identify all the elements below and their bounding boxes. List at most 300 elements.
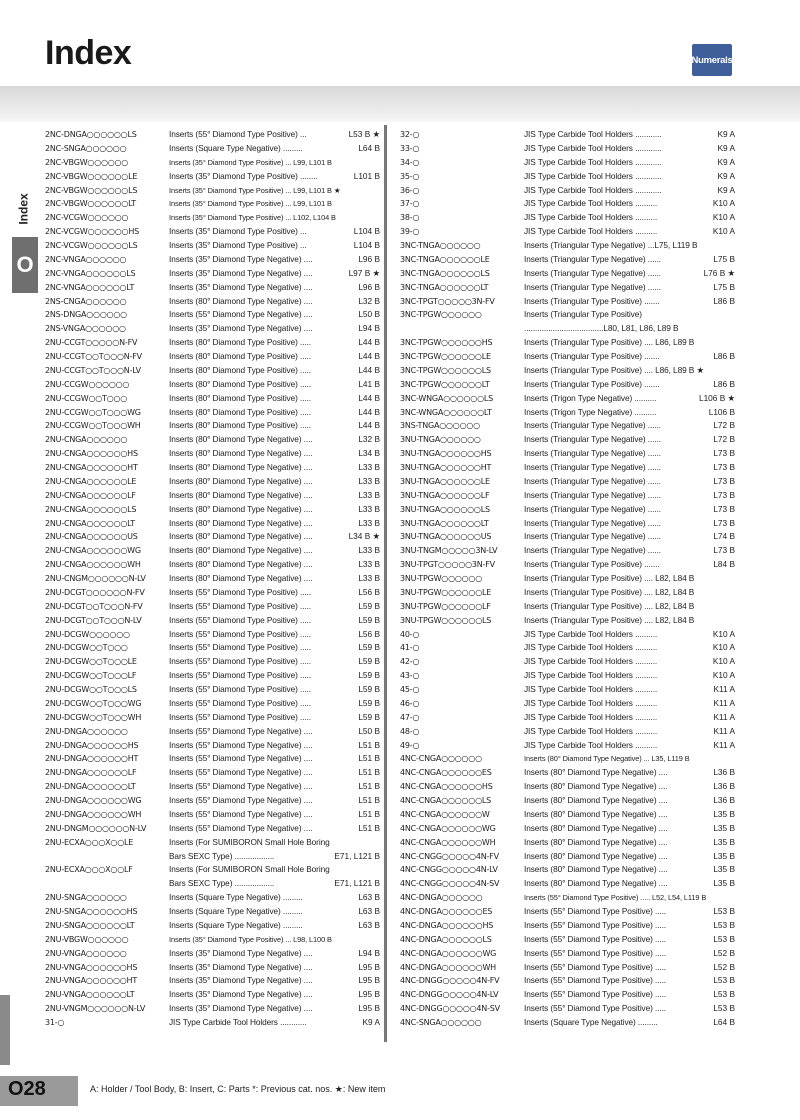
part-description: Inserts (80° Diamond Type Negative) .... <box>524 822 668 833</box>
part-description: Inserts (55° Diamond Type Positive) ..... <box>169 642 312 653</box>
index-row[interactable] <box>45 655 380 669</box>
index-row[interactable] <box>45 295 380 309</box>
index-row[interactable] <box>400 489 735 503</box>
part-code: 4NC-DNGA○○○○○○HS <box>400 920 494 930</box>
index-row[interactable] <box>400 822 735 836</box>
part-code: 2NC-VNGA○○○○○○LS <box>45 268 136 278</box>
page-reference: L86 B <box>713 351 735 361</box>
part-code: 4NC-DNGA○○○○○○ <box>400 893 483 903</box>
header-band <box>0 86 800 122</box>
page-reference: K9 A <box>717 129 735 139</box>
page-reference: L34 B ★ <box>348 531 380 542</box>
part-code: 2NU-DCGW○○T○○○ <box>45 643 128 653</box>
page-reference: L64 B <box>358 142 380 153</box>
index-row[interactable] <box>45 891 380 905</box>
part-description: Inserts (Triangular Type Negative) ...... <box>524 420 662 431</box>
index-row[interactable] <box>45 947 380 961</box>
index-row[interactable] <box>45 850 380 864</box>
page-reference: L35 B <box>713 878 735 889</box>
index-row[interactable] <box>400 988 735 1002</box>
part-description: Inserts (35° Diamond Type Positive) ... <box>169 240 307 250</box>
page-reference: L59 B <box>358 656 380 667</box>
page-reference: L72 B <box>713 434 735 445</box>
part-description: Inserts (Triangular Type Positive) .... L82, L84 B <box>524 586 695 597</box>
part-description: Inserts (80° Diamond Type Negative) .... <box>169 489 313 500</box>
part-code: 34-○ <box>400 157 420 167</box>
index-row[interactable] <box>45 447 380 461</box>
index-row[interactable] <box>400 336 735 350</box>
index-row[interactable] <box>45 392 380 406</box>
index-row[interactable] <box>45 364 380 378</box>
part-description: JIS Type Carbide Tool Holders ............ <box>169 1017 307 1027</box>
part-code: 2NU-CNGA○○○○○○WH <box>45 560 141 570</box>
part-description: Inserts (80° Diamond Type Positive) ..... <box>169 378 312 389</box>
part-code: 2NU-DCGW○○T○○○WG <box>45 698 142 708</box>
part-description: JIS Type Carbide Tool Holders .......... <box>524 670 658 681</box>
part-description: Inserts (80° Diamond Type Negative) .... <box>169 475 313 486</box>
page-reference: K10 A <box>712 642 735 653</box>
part-description: Inserts (80° Diamond Type Negative) .... <box>524 864 668 875</box>
index-row[interactable] <box>400 808 735 822</box>
index-row[interactable] <box>400 850 735 864</box>
page-reference: L36 B <box>713 795 735 805</box>
page-reference: L44 B <box>358 420 380 431</box>
part-code: 3NC-TPGW○○○○○○HS <box>400 338 493 348</box>
page-reference: L51 B <box>358 767 380 778</box>
part-code: 35-○ <box>400 171 420 181</box>
index-row[interactable] <box>400 530 735 544</box>
index-row[interactable] <box>400 961 735 975</box>
part-description: Inserts (80° Diamond Type Negative) .... <box>169 531 313 542</box>
index-row[interactable] <box>400 1016 735 1030</box>
index-row[interactable] <box>400 641 735 655</box>
index-row[interactable] <box>45 974 380 988</box>
part-description: Inserts (Triangular Type Positive) .... L82, L84 B <box>524 614 695 625</box>
part-code: 2NU-VNGM○○○○○○N-LV <box>45 1004 146 1014</box>
part-code: 4NC-DNGA○○○○○○WG <box>400 948 497 958</box>
page-reference: K10 A <box>712 226 735 237</box>
index-row[interactable] <box>45 697 380 711</box>
index-row[interactable] <box>45 184 380 198</box>
page-reference: L59 B <box>358 697 380 708</box>
index-row[interactable] <box>45 794 380 808</box>
part-description: Inserts (35° Diamond Type Negative) .... <box>169 253 313 264</box>
part-description: Inserts (55° Diamond Type Positive) ..... <box>524 906 667 916</box>
index-row[interactable] <box>45 503 380 517</box>
part-description: Inserts (35° Diamond Type Negative) .... <box>169 267 313 278</box>
part-code: 2NU-DNGA○○○○○○WG <box>45 796 142 805</box>
index-row[interactable] <box>45 933 380 947</box>
page-reference: L94 B <box>358 323 380 334</box>
part-code: 2NU-CNGA○○○○○○WG <box>45 546 141 556</box>
page-reference: L35 B <box>713 808 735 819</box>
part-description: Inserts (80° Diamond Type Negative) .... <box>524 795 668 805</box>
index-row[interactable] <box>45 725 380 739</box>
index-row[interactable] <box>400 295 735 309</box>
part-description: Inserts (80° Diamond Type Negative) .... <box>524 850 668 861</box>
part-description: JIS Type Carbide Tool Holders ............ <box>524 184 662 195</box>
index-row[interactable] <box>400 655 735 669</box>
index-row[interactable] <box>400 919 735 933</box>
page-reference: K11 A <box>713 739 735 750</box>
section-letter-tab[interactable]: O <box>12 237 38 293</box>
part-code: 4NC-CNGA○○○○○○LS <box>400 796 492 805</box>
index-row[interactable] <box>45 961 380 975</box>
part-description: JIS Type Carbide Tool Holders .......... <box>524 684 658 694</box>
index-row[interactable] <box>400 933 735 947</box>
index-row[interactable] <box>400 669 735 683</box>
part-description: Inserts (55° Diamond Type Positive) ..... <box>169 697 312 708</box>
index-row[interactable] <box>45 378 380 392</box>
part-description: Inserts (55° Diamond Type Positive) ..... <box>524 989 667 1000</box>
index-row[interactable] <box>45 544 380 558</box>
page-reference: L86 B <box>713 295 735 306</box>
part-description: Inserts (55° Diamond Type Positive) ..... <box>524 947 667 958</box>
index-row[interactable] <box>400 253 735 267</box>
index-row[interactable] <box>45 170 380 184</box>
index-row[interactable] <box>45 350 380 364</box>
part-code: 2NU-DCGW○○T○○○LF <box>45 671 137 681</box>
part-description: Inserts (80° Diamond Type Negative) .... <box>169 462 313 472</box>
numerals-tab[interactable]: Numerals <box>692 44 732 76</box>
part-code: 3NU-TPGT○○○○○3N-FV <box>400 560 495 570</box>
index-row[interactable] <box>45 822 380 836</box>
index-row[interactable] <box>45 739 380 753</box>
page-reference: L44 B <box>358 351 380 361</box>
index-row[interactable] <box>400 197 735 211</box>
index-row[interactable] <box>45 419 380 433</box>
page-reference: L73 B <box>713 545 735 556</box>
part-description: Bars SEXC Type) .................. <box>169 850 275 861</box>
index-row[interactable] <box>400 974 735 988</box>
part-code: 2NU-DCGT○○○○○○N-FV <box>45 587 145 597</box>
part-code: 4NC-DNGA○○○○○○ES <box>400 907 493 916</box>
part-code: 2NU-CCGW○○T○○○WG <box>45 407 141 417</box>
page-reference: L51 B <box>358 739 380 750</box>
part-code: 2NU-CNGA○○○○○○LF <box>45 490 136 500</box>
part-description: JIS Type Carbide Tool Holders .......... <box>524 226 658 237</box>
index-row[interactable] <box>45 919 380 933</box>
index-row[interactable] <box>400 572 735 586</box>
page-reference: L44 B <box>358 406 380 417</box>
index-row[interactable] <box>400 558 735 572</box>
index-row[interactable] <box>400 725 735 739</box>
index-row[interactable] <box>400 378 735 392</box>
page-reference: K9 A <box>717 142 735 153</box>
index-row[interactable] <box>45 614 380 628</box>
index-row[interactable] <box>45 461 380 475</box>
part-code: 38-○ <box>400 213 420 223</box>
index-row[interactable] <box>400 544 735 558</box>
index-row[interactable] <box>400 503 735 517</box>
index-row[interactable] <box>400 184 735 198</box>
part-description: Inserts (55° Diamond Type Positive) ..... <box>169 711 312 722</box>
part-code: 2NU-VNGA○○○○○○ <box>45 948 127 958</box>
part-description: Inserts (55° Diamond Type Negative) .... <box>169 309 313 320</box>
index-row[interactable] <box>45 572 380 586</box>
part-description: Inserts (Triangular Type Positive) .... L82, L84 B <box>524 600 695 611</box>
index-row[interactable] <box>400 406 735 420</box>
part-code: 3NC-TNGA○○○○○○LT <box>400 282 489 292</box>
index-row[interactable] <box>45 711 380 725</box>
part-description: Inserts (55° Diamond Type Positive) ..... L52, L54, L119 B <box>524 893 707 903</box>
part-description: JIS Type Carbide Tool Holders .......... <box>524 198 658 209</box>
index-row[interactable] <box>400 600 735 614</box>
part-description: Inserts (80° Diamond Type Negative) .... <box>169 448 313 459</box>
page-reference: L104 B <box>353 226 380 237</box>
part-description: Inserts (35° Diamond Type Negative) .... <box>169 1003 313 1014</box>
part-code: 32-○ <box>400 130 420 139</box>
page-reference: L51 B <box>358 808 380 819</box>
page-reference: L63 B <box>358 906 380 916</box>
page-reference: K10 A <box>712 198 735 209</box>
index-row[interactable] <box>45 1016 380 1030</box>
part-code: 39-○ <box>400 227 420 237</box>
page-reference: L94 B <box>358 947 380 958</box>
page-reference: L73 B <box>713 489 735 500</box>
part-code: 2NU-VNGA○○○○○○HS <box>45 962 138 972</box>
column-divider <box>384 125 387 1042</box>
part-code: 3NU-TNGA○○○○○○LT <box>400 518 489 528</box>
part-description: Inserts (Triangular Type Positive) .... L86, L89 B ★ <box>524 364 704 375</box>
page-reference: L35 B <box>713 850 735 861</box>
index-row[interactable] <box>45 780 380 794</box>
part-description: Inserts (35° Diamond Type Negative) .... <box>169 947 313 958</box>
index-row[interactable] <box>400 863 735 877</box>
index-row[interactable] <box>45 156 380 170</box>
index-row[interactable] <box>400 281 735 295</box>
index-row[interactable] <box>400 780 735 794</box>
part-description: JIS Type Carbide Tool Holders .......... <box>524 697 658 708</box>
index-row[interactable] <box>45 128 380 142</box>
page-reference: K11 A <box>713 725 735 736</box>
index-row[interactable] <box>45 683 380 697</box>
index-row[interactable] <box>400 267 735 281</box>
index-row[interactable] <box>400 156 735 170</box>
index-row[interactable] <box>45 281 380 295</box>
index-row[interactable] <box>400 877 735 891</box>
page-reference: K11 A <box>713 711 735 722</box>
index-row[interactable] <box>400 128 735 142</box>
side-index-text: Index <box>16 193 31 225</box>
index-row[interactable] <box>400 142 735 156</box>
part-code: 3NU-TNGA○○○○○○LE <box>400 476 490 486</box>
index-row[interactable] <box>45 225 380 239</box>
part-description: Inserts (35° Diamond Type Negative) .... <box>169 961 313 972</box>
index-row[interactable] <box>400 586 735 600</box>
index-row[interactable] <box>400 392 735 406</box>
index-row[interactable] <box>45 336 380 350</box>
index-row[interactable] <box>45 600 380 614</box>
part-code: 4NC-DNGG○○○○○4N-FV <box>400 976 500 986</box>
part-description: Inserts (55° Diamond Type Positive) ..... <box>169 670 312 681</box>
part-code: 2NC-VBGW○○○○○○LT <box>45 199 136 209</box>
index-row[interactable] <box>400 308 735 322</box>
index-row[interactable] <box>45 489 380 503</box>
index-row[interactable] <box>400 905 735 919</box>
index-row[interactable] <box>45 322 380 336</box>
part-code: 2NC-VBGW○○○○○○LE <box>45 171 138 181</box>
part-code: 2NU-CNGM○○○○○○N-LV <box>45 574 146 583</box>
page-reference: L32 B <box>358 295 380 306</box>
index-row[interactable] <box>400 614 735 628</box>
part-code: 3NC-TPGW○○○○○○ <box>400 310 482 320</box>
index-row[interactable] <box>400 891 735 905</box>
part-code: 2NC-VCGW○○○○○○HS <box>45 227 140 237</box>
part-code: 4NC-CNGA○○○○○○HS <box>400 782 493 792</box>
index-row[interactable] <box>400 364 735 378</box>
page-reference: L101 B <box>353 170 380 181</box>
part-code: 4NC-CNGA○○○○○○WG <box>400 823 496 833</box>
index-row[interactable] <box>400 517 735 531</box>
part-description: Inserts (Triangular Type Negative) ...... <box>524 434 662 445</box>
index-row[interactable] <box>45 475 380 489</box>
index-row[interactable] <box>45 863 380 877</box>
index-row[interactable] <box>45 836 380 850</box>
part-description: Inserts (80° Diamond Type Negative) .... <box>524 836 668 847</box>
part-code: 3NU-TPGW○○○○○○LS <box>400 615 492 625</box>
index-row[interactable] <box>400 433 735 447</box>
index-row[interactable] <box>400 461 735 475</box>
part-description: Inserts (55° Diamond Type Positive) ..... <box>169 656 312 667</box>
part-description: Inserts (55° Diamond Type Negative) .... <box>169 822 313 833</box>
part-code: 2NU-SNGA○○○○○○HS <box>45 907 138 916</box>
index-row[interactable] <box>400 711 735 725</box>
page-reference: L75 B <box>713 281 735 292</box>
page-reference: E71, L121 B <box>334 850 380 861</box>
part-code: 2NC-VNGA○○○○○○ <box>45 254 127 264</box>
part-code: 3NS-TNGA○○○○○○ <box>400 421 480 431</box>
part-description: Inserts (55° Diamond Type Positive) ..... <box>524 1003 667 1014</box>
index-row[interactable] <box>400 350 735 364</box>
index-row[interactable] <box>45 530 380 544</box>
index-row[interactable] <box>45 988 380 1002</box>
part-code: 2NU-DNGM○○○○○○N-LV <box>45 823 147 833</box>
page-reference: L59 B <box>358 684 380 694</box>
index-row[interactable] <box>45 808 380 822</box>
part-description: JIS Type Carbide Tool Holders .......... <box>524 739 658 750</box>
index-row[interactable] <box>400 683 735 697</box>
part-description: ....................................L80, L81, L86, L89 B <box>524 323 679 334</box>
index-row[interactable] <box>400 697 735 711</box>
index-row[interactable] <box>400 225 735 239</box>
index-row[interactable] <box>400 628 735 642</box>
index-row[interactable] <box>400 836 735 850</box>
index-row[interactable] <box>45 905 380 919</box>
index-row[interactable] <box>45 877 380 891</box>
part-code: 48-○ <box>400 726 420 736</box>
page-reference: L33 B <box>358 503 380 514</box>
page-reference: L33 B <box>358 475 380 486</box>
index-row[interactable] <box>45 517 380 531</box>
index-row[interactable] <box>45 752 380 766</box>
page-reference: K10 A <box>712 670 735 681</box>
index-row[interactable] <box>45 669 380 683</box>
index-row[interactable] <box>400 766 735 780</box>
part-description: Inserts (Square Type Negative) ......... <box>169 906 303 916</box>
index-row[interactable] <box>400 475 735 489</box>
part-code: 3NC-TNGA○○○○○○LS <box>400 268 490 278</box>
part-description: Inserts (55° Diamond Type Negative) .... <box>169 767 313 778</box>
index-row[interactable] <box>45 558 380 572</box>
index-row[interactable] <box>45 308 380 322</box>
part-code: 2NU-CNGA○○○○○○ <box>45 435 128 445</box>
index-row[interactable] <box>400 752 735 766</box>
part-description: JIS Type Carbide Tool Holders ............ <box>524 170 662 181</box>
index-row[interactable] <box>45 142 380 156</box>
page-reference: L59 B <box>358 600 380 611</box>
page-reference: L33 B <box>358 462 380 472</box>
index-row[interactable] <box>400 947 735 961</box>
part-description: Inserts (Triangular Type Negative) ...... <box>524 462 662 472</box>
index-row[interactable] <box>400 211 735 225</box>
part-code: 2NU-CCGW○○T○○○ <box>45 393 128 403</box>
index-row[interactable] <box>45 406 380 420</box>
part-description: Inserts (55° Diamond Type Negative) .... <box>169 739 313 750</box>
index-row[interactable] <box>400 739 735 753</box>
part-description: Inserts (80° Diamond Type Negative) .... <box>169 545 313 556</box>
page-reference: L73 B <box>713 448 735 459</box>
page-reference: L33 B <box>358 573 380 583</box>
index-row[interactable] <box>45 586 380 600</box>
part-code: 2NU-DCGW○○T○○○LS <box>45 685 137 694</box>
index-row[interactable] <box>400 239 735 253</box>
index-row[interactable] <box>45 628 380 642</box>
index-row[interactable] <box>45 267 380 281</box>
index-row[interactable] <box>400 1002 735 1016</box>
index-row[interactable] <box>45 641 380 655</box>
part-code: 3NU-TNGA○○○○○○HT <box>400 463 492 472</box>
index-row[interactable] <box>400 794 735 808</box>
page-reference: L73 B <box>713 517 735 528</box>
part-code: 4NC-CNGG○○○○○4N-FV <box>400 851 499 861</box>
index-row[interactable] <box>400 322 735 336</box>
part-description: Inserts (55° Diamond Type Positive) ..... <box>524 919 667 930</box>
part-code: 3NC-TPGW○○○○○○LE <box>400 352 491 361</box>
index-row[interactable] <box>400 170 735 184</box>
part-code: 42-○ <box>400 657 420 667</box>
part-code: 4NC-SNGA○○○○○○ <box>400 1018 482 1027</box>
page-reference: L53 B <box>713 919 735 930</box>
part-description: Inserts (Triangular Type Negative) ...... <box>524 267 662 278</box>
part-description: Inserts (Triangular Type Negative) ...L75, L119 B <box>524 240 698 250</box>
part-code: 3NU-TNGA○○○○○○ <box>400 435 481 445</box>
index-row[interactable] <box>45 211 380 225</box>
index-row[interactable] <box>45 766 380 780</box>
part-code: 2NU-ECXA○○○X○○LE <box>45 837 134 847</box>
page-reference: L56 B <box>358 586 380 597</box>
index-row[interactable] <box>400 447 735 461</box>
page-reference: E71, L121 B <box>334 878 380 889</box>
index-row[interactable] <box>45 239 380 253</box>
index-row[interactable] <box>400 419 735 433</box>
part-description: Inserts (80° Diamond Type Positive) ..... <box>169 406 312 417</box>
page-reference: L50 B <box>358 309 380 320</box>
index-row[interactable] <box>45 253 380 267</box>
page-reference: L44 B <box>358 337 380 348</box>
page-reference: L53 B <box>713 989 735 1000</box>
part-code: 3NC-TNGA○○○○○○LE <box>400 254 490 264</box>
part-description: Inserts (80° Diamond Type Positive) ..... <box>169 420 312 431</box>
part-code: 4NC-CNGA○○○○○○WH <box>400 837 496 847</box>
index-row[interactable] <box>45 1002 380 1016</box>
page-title: Index <box>45 34 132 72</box>
index-row[interactable] <box>45 433 380 447</box>
page-reference: L35 B <box>713 836 735 847</box>
index-row[interactable] <box>45 197 380 211</box>
part-description: Inserts (55° Diamond Type Negative) .... <box>169 808 313 819</box>
part-description: Inserts (Triangular Type Negative) ...... <box>524 503 662 514</box>
